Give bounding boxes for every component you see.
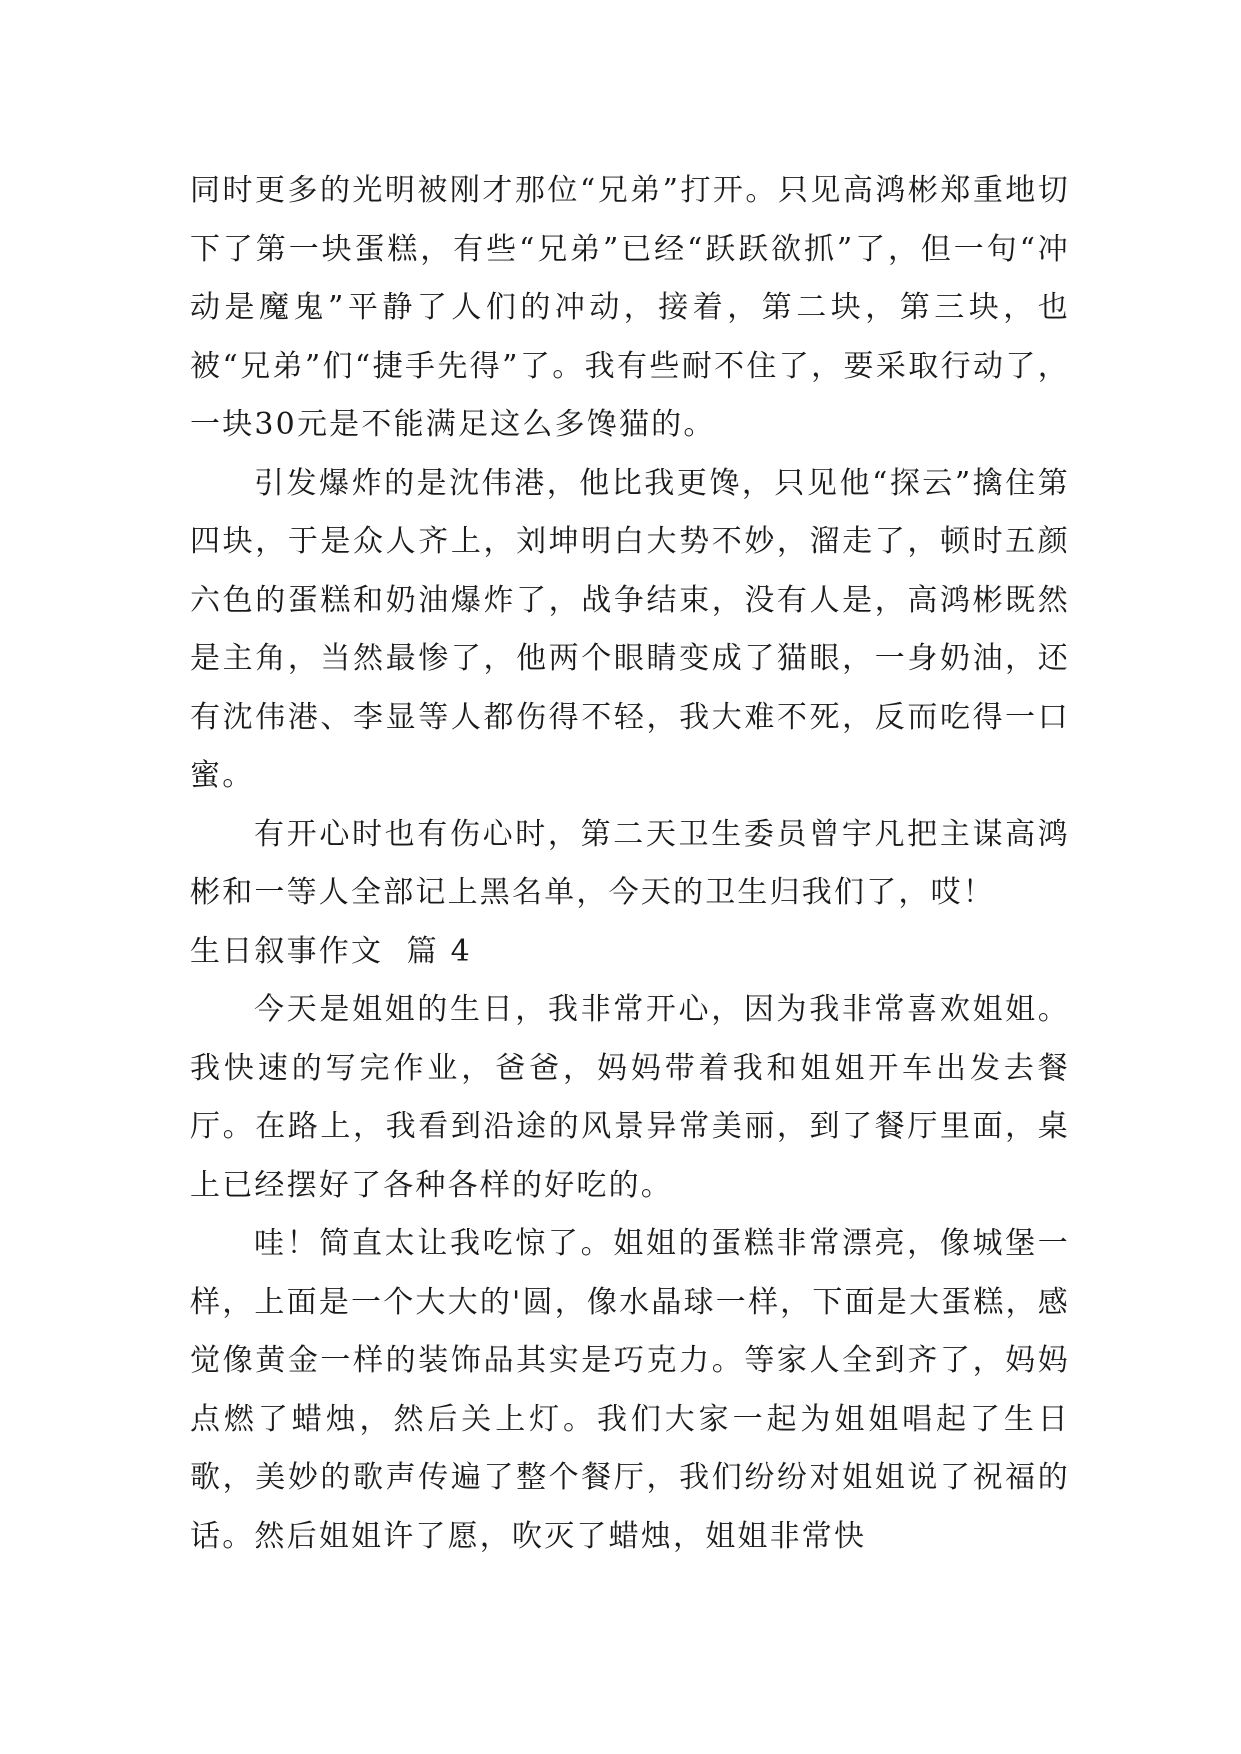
paragraph-1: 同时更多的光明被刚才那位“兄弟”打开。只见高鸿彬郑重地切下了第一块蛋糕，有些“兄弟”已经“跃跃欲抓”了，但一句“冲动是魔鬼”平静了人们的冲动，接着，第二块，第三块，也被“兄弟”们“捷手先得”了。我有些耐不住了，要采取行动了，一块30元是不能满足这么多馋猫的。 bbox=[190, 173, 1070, 442]
paragraph-5: 哇！简直太让我吃惊了。姐姐的蛋糕非常漂亮，像城堡一样，上面是一个大大的'圆，像水晶球一样，下面是大蛋糕，感觉像黄金一样的装饰品其实是巧克力。等家人全到齐了，妈妈点燃了蜡烛，然后关上灯。我们大家一起为姐姐唱起了生日歌，美妙的歌声传遍了整个餐厅，我们纷纷对姐姐说了祝福的话。然后姐姐许了愿，吹灭了蜡烛，姐姐非常快 bbox=[190, 1226, 1070, 1554]
paragraph-4: 今天是姐姐的生日，我非常开心，因为我非常喜欢姐姐。我快速的写完作业，爸爸，妈妈带着我和姐姐开车出发去餐厅。在路上，我看到沿途的风景异常美丽，到了餐厅里面，桌上已经摆好了各种各样的好吃的。 bbox=[190, 992, 1070, 1203]
document-body bbox=[190, 162, 1070, 1566]
section-heading: 生日叙事作文 篇 4 bbox=[190, 933, 472, 969]
paragraph-2: 引发爆炸的是沈伟港，他比我更馋，只见他“探云”擒住第四块，于是众人齐上，刘坤明白大势不妙，溜走了，顿时五颜六色的蛋糕和奶油爆炸了，战争结束，没有人是，高鸿彬既然是主角，当然最惨了，他两个眼睛变成了猫眼，一身奶油，还有沈伟港、李显等人都伤得不轻，我大难不死，反而吃得一口蜜。 bbox=[190, 465, 1070, 793]
paragraph-3: 有开心时也有伤心时，第二天卫生委员曾宇凡把主谋高鸿彬和一等人全部记上黑名单，今天的卫生归我们了，哎！ bbox=[190, 816, 1070, 910]
